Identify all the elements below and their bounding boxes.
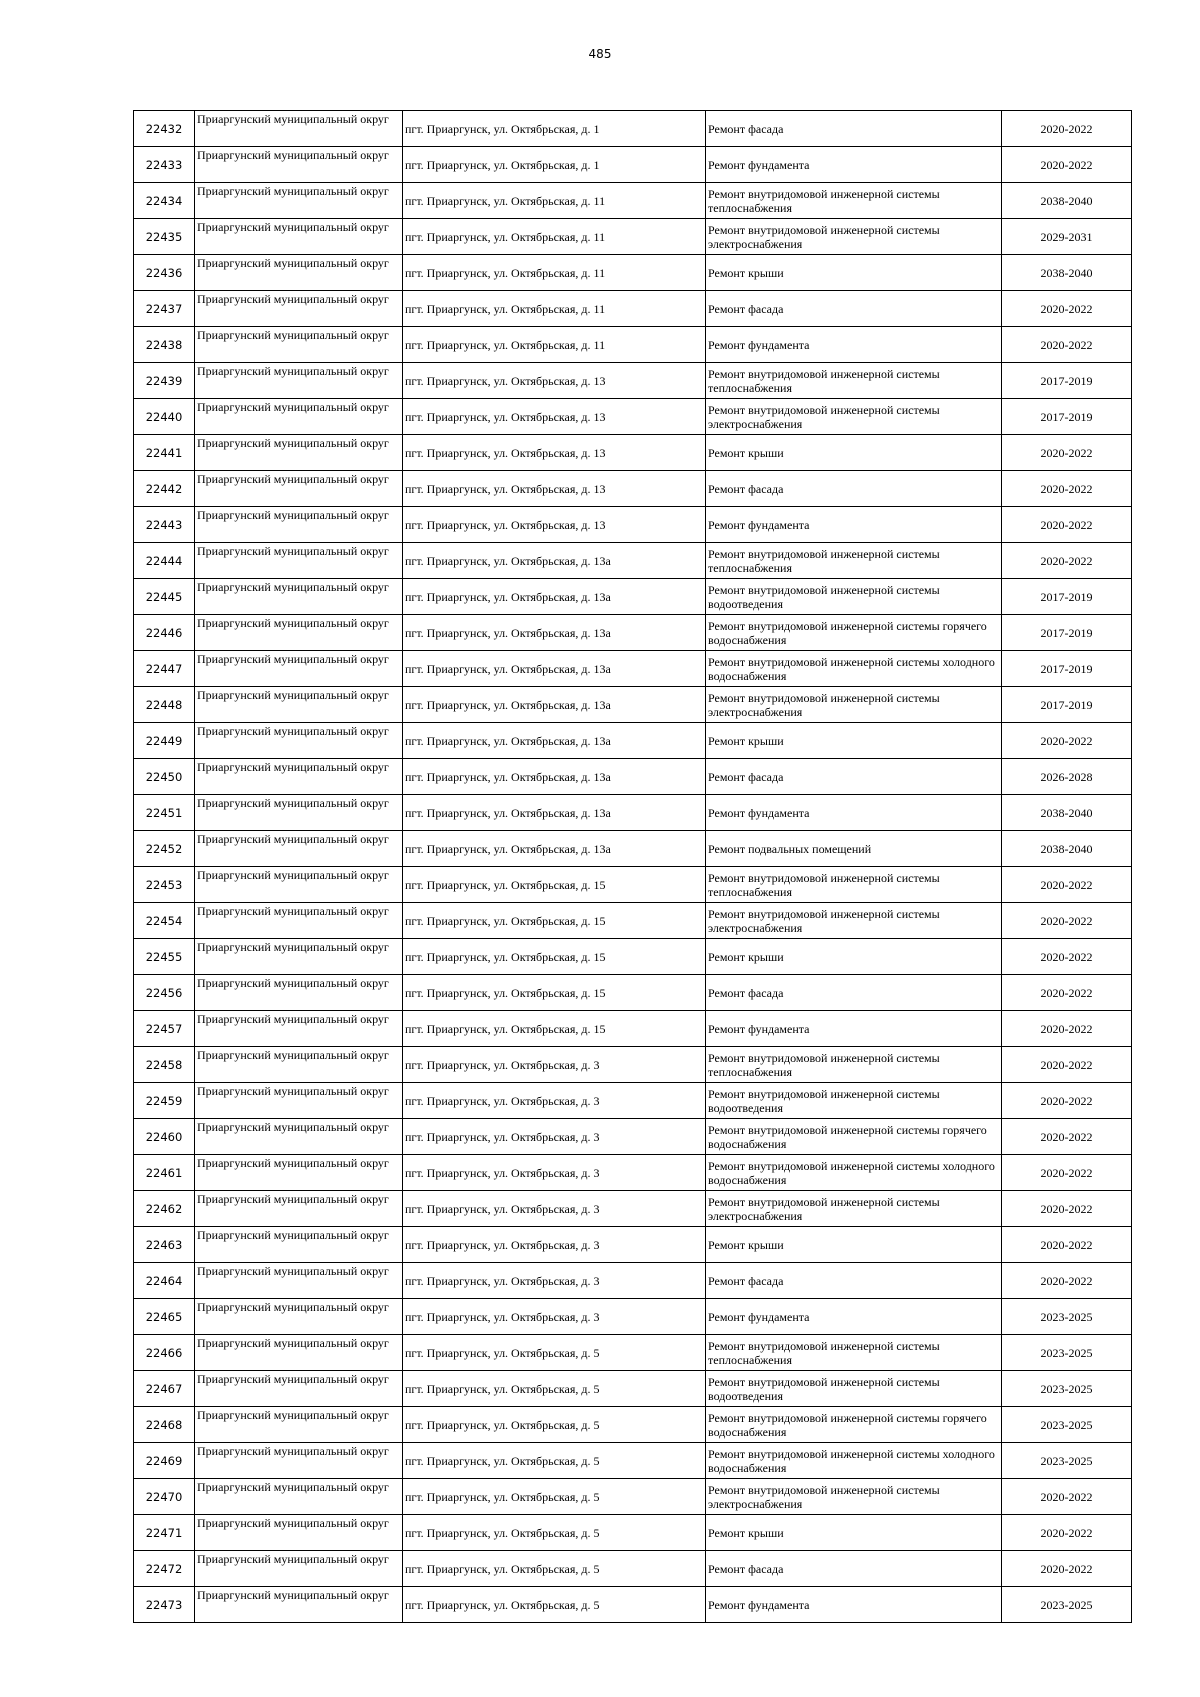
table-row [134, 1587, 1132, 1623]
work-type-cell: Ремонт внутридомовой инженерной системы горячего водоснабжения [706, 1407, 1002, 1443]
table-row [134, 651, 1132, 687]
table-row [134, 831, 1132, 867]
row-number-cell: 22442 [134, 471, 195, 507]
address-cell: пгт. Приаргунск, ул. Октябрьская, д. 13 [403, 363, 706, 399]
row-number-cell: 22443 [134, 507, 195, 543]
table-row [134, 507, 1132, 543]
municipality-cell: Приаргунский муниципальный округ [195, 759, 403, 795]
period-cell: 2023-2025 [1002, 1371, 1132, 1407]
municipality-cell: Приаргунский муниципальный округ [195, 1443, 403, 1479]
municipality-cell: Приаргунский муниципальный округ [195, 363, 403, 399]
period-cell: 2023-2025 [1002, 1407, 1132, 1443]
address-cell: пгт. Приаргунск, ул. Октябрьская, д. 3 [403, 1227, 706, 1263]
row-number-cell: 22460 [134, 1119, 195, 1155]
row-number-cell: 22450 [134, 759, 195, 795]
address-cell: пгт. Приаргунск, ул. Октябрьская, д. 5 [403, 1515, 706, 1551]
period-cell: 2020-2022 [1002, 975, 1132, 1011]
period-cell: 2020-2022 [1002, 1551, 1132, 1587]
period-cell: 2020-2022 [1002, 903, 1132, 939]
work-type-cell: Ремонт крыши [706, 1227, 1002, 1263]
work-type-cell: Ремонт фундамента [706, 147, 1002, 183]
period-cell: 2038-2040 [1002, 831, 1132, 867]
municipality-cell: Приаргунский муниципальный округ [195, 975, 403, 1011]
municipality-cell: Приаргунский муниципальный округ [195, 471, 403, 507]
work-type-cell: Ремонт фасада [706, 975, 1002, 1011]
address-cell: пгт. Приаргунск, ул. Октябрьская, д. 13а [403, 723, 706, 759]
row-number-cell: 22457 [134, 1011, 195, 1047]
municipality-cell: Приаргунский муниципальный округ [195, 795, 403, 831]
address-cell: пгт. Приаргунск, ул. Октябрьская, д. 5 [403, 1407, 706, 1443]
period-cell: 2020-2022 [1002, 291, 1132, 327]
row-number-cell: 22459 [134, 1083, 195, 1119]
row-number-cell: 22472 [134, 1551, 195, 1587]
address-cell: пгт. Приаргунск, ул. Октябрьская, д. 3 [403, 1047, 706, 1083]
period-cell: 2029-2031 [1002, 219, 1132, 255]
municipality-cell: Приаргунский муниципальный округ [195, 507, 403, 543]
municipality-cell: Приаргунский муниципальный округ [195, 435, 403, 471]
period-cell: 2020-2022 [1002, 1011, 1132, 1047]
period-cell: 2020-2022 [1002, 327, 1132, 363]
row-number-cell: 22465 [134, 1299, 195, 1335]
table-row [134, 1335, 1132, 1371]
table-row [134, 1263, 1132, 1299]
address-cell: пгт. Приаргунск, ул. Октябрьская, д. 15 [403, 975, 706, 1011]
row-number-cell: 22433 [134, 147, 195, 183]
municipality-cell: Приаргунский муниципальный округ [195, 831, 403, 867]
work-type-cell: Ремонт крыши [706, 435, 1002, 471]
address-cell: пгт. Приаргунск, ул. Октябрьская, д. 13а [403, 651, 706, 687]
work-type-cell: Ремонт внутридомовой инженерной системы водоотведения [706, 1083, 1002, 1119]
work-type-cell: Ремонт внутридомовой инженерной системы теплоснабжения [706, 543, 1002, 579]
municipality-cell: Приаргунский муниципальный округ [195, 543, 403, 579]
work-type-cell: Ремонт внутридомовой инженерной системы электроснабжения [706, 687, 1002, 723]
row-number-cell: 22454 [134, 903, 195, 939]
period-cell: 2017-2019 [1002, 399, 1132, 435]
address-cell: пгт. Приаргунск, ул. Октябрьская, д. 15 [403, 867, 706, 903]
table-row [134, 543, 1132, 579]
row-number-cell: 22451 [134, 795, 195, 831]
row-number-cell: 22446 [134, 615, 195, 651]
work-type-cell: Ремонт фундамента [706, 795, 1002, 831]
address-cell: пгт. Приаргунск, ул. Октябрьская, д. 11 [403, 183, 706, 219]
municipality-cell: Приаргунский муниципальный округ [195, 219, 403, 255]
address-cell: пгт. Приаргунск, ул. Октябрьская, д. 3 [403, 1155, 706, 1191]
table-row [134, 759, 1132, 795]
municipality-cell: Приаргунский муниципальный округ [195, 1191, 403, 1227]
table-row [134, 615, 1132, 651]
period-cell: 2023-2025 [1002, 1587, 1132, 1623]
work-type-cell: Ремонт внутридомовой инженерной системы водоотведения [706, 1371, 1002, 1407]
address-cell: пгт. Приаргунск, ул. Октябрьская, д. 5 [403, 1335, 706, 1371]
table-body [134, 111, 1132, 1623]
work-type-cell: Ремонт фундамента [706, 327, 1002, 363]
municipality-cell: Приаргунский муниципальный округ [195, 111, 403, 147]
address-cell: пгт. Приаргунск, ул. Октябрьская, д. 13а [403, 795, 706, 831]
address-cell: пгт. Приаргунск, ул. Октябрьская, д. 13а [403, 687, 706, 723]
period-cell: 2020-2022 [1002, 1047, 1132, 1083]
municipality-cell: Приаргунский муниципальный округ [195, 1299, 403, 1335]
work-type-cell: Ремонт внутридомовой инженерной системы холодного водоснабжения [706, 651, 1002, 687]
period-cell: 2020-2022 [1002, 1119, 1132, 1155]
address-cell: пгт. Приаргунск, ул. Октябрьская, д. 15 [403, 1011, 706, 1047]
municipality-cell: Приаргунский муниципальный округ [195, 1371, 403, 1407]
municipality-cell: Приаргунский муниципальный округ [195, 1047, 403, 1083]
address-cell: пгт. Приаргунск, ул. Октябрьская, д. 5 [403, 1479, 706, 1515]
table-row [134, 723, 1132, 759]
period-cell: 2026-2028 [1002, 759, 1132, 795]
address-cell: пгт. Приаргунск, ул. Октябрьская, д. 11 [403, 291, 706, 327]
table-row [134, 687, 1132, 723]
table-row [134, 1515, 1132, 1551]
period-cell: 2020-2022 [1002, 867, 1132, 903]
work-type-cell: Ремонт фундамента [706, 1011, 1002, 1047]
row-number-cell: 22461 [134, 1155, 195, 1191]
period-cell: 2017-2019 [1002, 579, 1132, 615]
municipality-cell: Приаргунский муниципальный округ [195, 1263, 403, 1299]
table-row [134, 795, 1132, 831]
table-row [134, 399, 1132, 435]
work-type-cell: Ремонт фундамента [706, 1587, 1002, 1623]
work-type-cell: Ремонт внутридомовой инженерной системы теплоснабжения [706, 1047, 1002, 1083]
table-row [134, 327, 1132, 363]
row-number-cell: 22448 [134, 687, 195, 723]
period-cell: 2023-2025 [1002, 1443, 1132, 1479]
row-number-cell: 22462 [134, 1191, 195, 1227]
municipality-cell: Приаргунский муниципальный округ [195, 1407, 403, 1443]
work-type-cell: Ремонт крыши [706, 1515, 1002, 1551]
period-cell: 2020-2022 [1002, 939, 1132, 975]
work-type-cell: Ремонт крыши [706, 255, 1002, 291]
address-cell: пгт. Приаргунск, ул. Октябрьская, д. 13 [403, 435, 706, 471]
row-number-cell: 22471 [134, 1515, 195, 1551]
period-cell: 2020-2022 [1002, 1155, 1132, 1191]
period-cell: 2020-2022 [1002, 435, 1132, 471]
municipality-cell: Приаргунский муниципальный округ [195, 1011, 403, 1047]
address-cell: пгт. Приаргунск, ул. Октябрьская, д. 13а [403, 543, 706, 579]
work-type-cell: Ремонт фундамента [706, 1299, 1002, 1335]
row-number-cell: 22470 [134, 1479, 195, 1515]
row-number-cell: 22467 [134, 1371, 195, 1407]
address-cell: пгт. Приаргунск, ул. Октябрьская, д. 15 [403, 903, 706, 939]
address-cell: пгт. Приаргунск, ул. Октябрьская, д. 15 [403, 939, 706, 975]
row-number-cell: 22458 [134, 1047, 195, 1083]
address-cell: пгт. Приаргунск, ул. Октябрьская, д. 11 [403, 255, 706, 291]
address-cell: пгт. Приаргунск, ул. Октябрьская, д. 11 [403, 219, 706, 255]
address-cell: пгт. Приаргунск, ул. Октябрьская, д. 3 [403, 1083, 706, 1119]
municipality-cell: Приаргунский муниципальный округ [195, 579, 403, 615]
period-cell: 2017-2019 [1002, 615, 1132, 651]
work-type-cell: Ремонт фасада [706, 1263, 1002, 1299]
table-row [134, 291, 1132, 327]
table-row [134, 939, 1132, 975]
work-type-cell: Ремонт внутридомовой инженерной системы теплоснабжения [706, 183, 1002, 219]
period-cell: 2020-2022 [1002, 471, 1132, 507]
table-row [134, 1155, 1132, 1191]
period-cell: 2020-2022 [1002, 1479, 1132, 1515]
municipality-cell: Приаргунский муниципальный округ [195, 1083, 403, 1119]
period-cell: 2038-2040 [1002, 183, 1132, 219]
row-number-cell: 22432 [134, 111, 195, 147]
work-type-cell: Ремонт фасада [706, 759, 1002, 795]
table-row [134, 1407, 1132, 1443]
table-row [134, 435, 1132, 471]
row-number-cell: 22453 [134, 867, 195, 903]
municipality-cell: Приаргунский муниципальный округ [195, 723, 403, 759]
municipality-cell: Приаргунский муниципальный округ [195, 1227, 403, 1263]
period-cell: 2020-2022 [1002, 1083, 1132, 1119]
address-cell: пгт. Приаргунск, ул. Октябрьская, д. 3 [403, 1263, 706, 1299]
table-row [134, 1551, 1132, 1587]
repair-schedule-table [133, 110, 1132, 1623]
municipality-cell: Приаргунский муниципальный округ [195, 1551, 403, 1587]
municipality-cell: Приаргунский муниципальный округ [195, 1155, 403, 1191]
work-type-cell: Ремонт внутридомовой инженерной системы электроснабжения [706, 219, 1002, 255]
municipality-cell: Приаргунский муниципальный округ [195, 147, 403, 183]
work-type-cell: Ремонт внутридомовой инженерной системы холодного водоснабжения [706, 1155, 1002, 1191]
municipality-cell: Приаргунский муниципальный округ [195, 867, 403, 903]
work-type-cell: Ремонт внутридомовой инженерной системы электроснабжения [706, 1479, 1002, 1515]
period-cell: 2017-2019 [1002, 651, 1132, 687]
row-number-cell: 22447 [134, 651, 195, 687]
table-row [134, 111, 1132, 147]
work-type-cell: Ремонт крыши [706, 723, 1002, 759]
period-cell: 2023-2025 [1002, 1299, 1132, 1335]
work-type-cell: Ремонт подвальных помещений [706, 831, 1002, 867]
address-cell: пгт. Приаргунск, ул. Октябрьская, д. 3 [403, 1191, 706, 1227]
address-cell: пгт. Приаргунск, ул. Октябрьская, д. 13а [403, 831, 706, 867]
period-cell: 2020-2022 [1002, 147, 1132, 183]
period-cell: 2017-2019 [1002, 687, 1132, 723]
municipality-cell: Приаргунский муниципальный округ [195, 399, 403, 435]
address-cell: пгт. Приаргунск, ул. Октябрьская, д. 13 [403, 399, 706, 435]
row-number-cell: 22441 [134, 435, 195, 471]
work-type-cell: Ремонт фасада [706, 1551, 1002, 1587]
municipality-cell: Приаргунский муниципальный округ [195, 183, 403, 219]
work-type-cell: Ремонт внутридомовой инженерной системы горячего водоснабжения [706, 1119, 1002, 1155]
table-row [134, 867, 1132, 903]
address-cell: пгт. Приаргунск, ул. Октябрьская, д. 13 [403, 471, 706, 507]
row-number-cell: 22437 [134, 291, 195, 327]
row-number-cell: 22452 [134, 831, 195, 867]
period-cell: 2038-2040 [1002, 795, 1132, 831]
address-cell: пгт. Приаргунск, ул. Октябрьская, д. 13а [403, 579, 706, 615]
page-number: 485 [588, 47, 612, 61]
table-row [134, 1371, 1132, 1407]
work-type-cell: Ремонт фундамента [706, 507, 1002, 543]
address-cell: пгт. Приаргунск, ул. Октябрьская, д. 5 [403, 1443, 706, 1479]
row-number-cell: 22456 [134, 975, 195, 1011]
row-number-cell: 22435 [134, 219, 195, 255]
work-type-cell: Ремонт фасада [706, 471, 1002, 507]
address-cell: пгт. Приаргунск, ул. Октябрьская, д. 13а [403, 759, 706, 795]
work-type-cell: Ремонт внутридомовой инженерной системы горячего водоснабжения [706, 615, 1002, 651]
period-cell: 2017-2019 [1002, 363, 1132, 399]
work-type-cell: Ремонт внутридомовой инженерной системы холодного водоснабжения [706, 1443, 1002, 1479]
row-number-cell: 22463 [134, 1227, 195, 1263]
work-type-cell: Ремонт внутридомовой инженерной системы теплоснабжения [706, 867, 1002, 903]
address-cell: пгт. Приаргунск, ул. Октябрьская, д. 13 [403, 507, 706, 543]
municipality-cell: Приаргунский муниципальный округ [195, 1119, 403, 1155]
period-cell: 2020-2022 [1002, 723, 1132, 759]
period-cell: 2023-2025 [1002, 1335, 1132, 1371]
table-row [134, 255, 1132, 291]
address-cell: пгт. Приаргунск, ул. Октябрьская, д. 11 [403, 327, 706, 363]
address-cell: пгт. Приаргунск, ул. Октябрьская, д. 5 [403, 1587, 706, 1623]
address-cell: пгт. Приаргунск, ул. Октябрьская, д. 1 [403, 147, 706, 183]
row-number-cell: 22436 [134, 255, 195, 291]
period-cell: 2020-2022 [1002, 543, 1132, 579]
address-cell: пгт. Приаргунск, ул. Октябрьская, д. 3 [403, 1119, 706, 1155]
row-number-cell: 22468 [134, 1407, 195, 1443]
row-number-cell: 22438 [134, 327, 195, 363]
work-type-cell: Ремонт внутридомовой инженерной системы электроснабжения [706, 1191, 1002, 1227]
table-row [134, 579, 1132, 615]
row-number-cell: 22440 [134, 399, 195, 435]
table-row [134, 1083, 1132, 1119]
table-row [134, 1227, 1132, 1263]
work-type-cell: Ремонт внутридомовой инженерной системы теплоснабжения [706, 1335, 1002, 1371]
address-cell: пгт. Приаргунск, ул. Октябрьская, д. 5 [403, 1551, 706, 1587]
table-row [134, 975, 1132, 1011]
row-number-cell: 22469 [134, 1443, 195, 1479]
period-cell: 2020-2022 [1002, 1263, 1132, 1299]
table-row [134, 147, 1132, 183]
address-cell: пгт. Приаргунск, ул. Октябрьская, д. 13а [403, 615, 706, 651]
table-row [134, 219, 1132, 255]
work-type-cell: Ремонт крыши [706, 939, 1002, 975]
row-number-cell: 22455 [134, 939, 195, 975]
row-number-cell: 22464 [134, 1263, 195, 1299]
table-row [134, 1299, 1132, 1335]
period-cell: 2020-2022 [1002, 1515, 1132, 1551]
table-row [134, 1443, 1132, 1479]
work-type-cell: Ремонт внутридомовой инженерной системы электроснабжения [706, 903, 1002, 939]
address-cell: пгт. Приаргунск, ул. Октябрьская, д. 1 [403, 111, 706, 147]
row-number-cell: 22473 [134, 1587, 195, 1623]
work-type-cell: Ремонт внутридомовой инженерной системы электроснабжения [706, 399, 1002, 435]
work-type-cell: Ремонт фасада [706, 111, 1002, 147]
table-row [134, 1191, 1132, 1227]
row-number-cell: 22445 [134, 579, 195, 615]
table-row [134, 183, 1132, 219]
municipality-cell: Приаргунский муниципальный округ [195, 651, 403, 687]
period-cell: 2020-2022 [1002, 507, 1132, 543]
row-number-cell: 22444 [134, 543, 195, 579]
municipality-cell: Приаргунский муниципальный округ [195, 615, 403, 651]
table-row [134, 363, 1132, 399]
table-row [134, 1011, 1132, 1047]
municipality-cell: Приаргунский муниципальный округ [195, 1587, 403, 1623]
municipality-cell: Приаргунский муниципальный округ [195, 687, 403, 723]
table-row [134, 1047, 1132, 1083]
municipality-cell: Приаргунский муниципальный округ [195, 1515, 403, 1551]
work-type-cell: Ремонт фасада [706, 291, 1002, 327]
municipality-cell: Приаргунский муниципальный округ [195, 939, 403, 975]
table-row [134, 1119, 1132, 1155]
table-row [134, 903, 1132, 939]
work-type-cell: Ремонт внутридомовой инженерной системы теплоснабжения [706, 363, 1002, 399]
municipality-cell: Приаргунский муниципальный округ [195, 903, 403, 939]
row-number-cell: 22439 [134, 363, 195, 399]
period-cell: 2020-2022 [1002, 1191, 1132, 1227]
municipality-cell: Приаргунский муниципальный округ [195, 255, 403, 291]
work-type-cell: Ремонт внутридомовой инженерной системы водоотведения [706, 579, 1002, 615]
period-cell: 2020-2022 [1002, 1227, 1132, 1263]
table-row [134, 1479, 1132, 1515]
row-number-cell: 22449 [134, 723, 195, 759]
municipality-cell: Приаргунский муниципальный округ [195, 291, 403, 327]
municipality-cell: Приаргунский муниципальный округ [195, 327, 403, 363]
table-row [134, 471, 1132, 507]
municipality-cell: Приаргунский муниципальный округ [195, 1479, 403, 1515]
address-cell: пгт. Приаргунск, ул. Октябрьская, д. 5 [403, 1371, 706, 1407]
period-cell: 2020-2022 [1002, 111, 1132, 147]
row-number-cell: 22434 [134, 183, 195, 219]
address-cell: пгт. Приаргунск, ул. Октябрьская, д. 3 [403, 1299, 706, 1335]
municipality-cell: Приаргунский муниципальный округ [195, 1335, 403, 1371]
period-cell: 2038-2040 [1002, 255, 1132, 291]
row-number-cell: 22466 [134, 1335, 195, 1371]
